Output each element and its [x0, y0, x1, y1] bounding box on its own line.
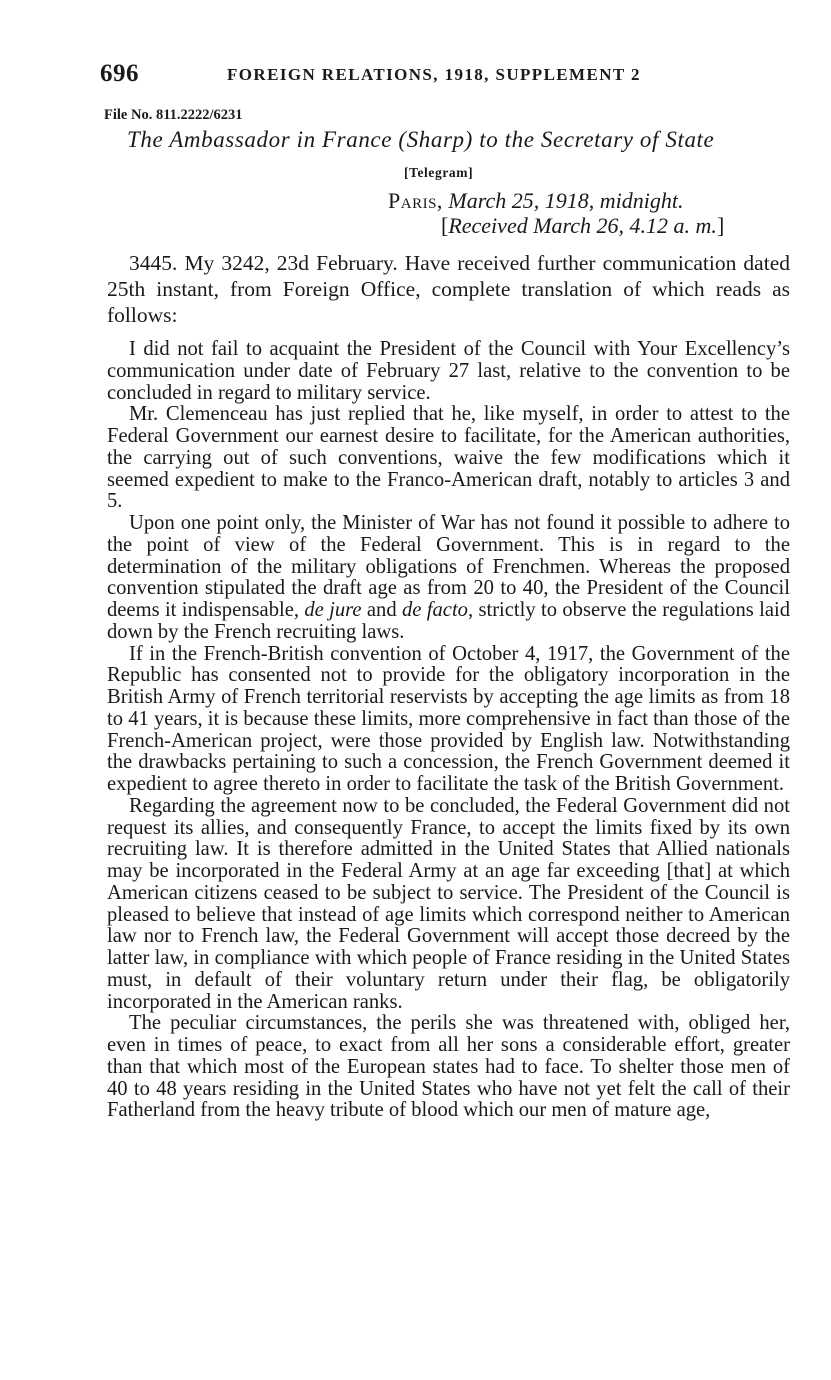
telegram-intro: [107, 250, 790, 329]
document-title: The Ambassador in France (Sharp) to the Secretary of State: [127, 127, 715, 152]
de-jure-phrase: de jure: [304, 599, 362, 621]
quote-paragraph-4: If in the French-British convention of October 4, 1917, the Government of the Republic has consented not to provide for the obligatory incorporation in the British Army of French territorial reservists by accepting the age limits as from 18 to 41 years, it is because these limits, more comprehensive in fact than those of the French-American project, were those provided by English law. Notwithstanding the drawbacks pertaining to such a concession, the French Government deemed it expedient to agree thereto in order to facilitate the task of the British Government.: [107, 642, 790, 795]
quoted-communication: [107, 339, 790, 1122]
quote-paragraph-1: I did not fail to acquaint the President of the Council with Your Excellency’s communication under date of February 27 last, relative to the convention to be concluded in regard to military service.: [107, 338, 790, 404]
received-bracket-close: ]: [716, 213, 725, 238]
quote-paragraph-3-and: and: [361, 599, 402, 621]
page-number: 696: [100, 60, 139, 87]
running-head: [100, 60, 790, 92]
file-number: File No. 811.2222/6231: [104, 107, 243, 123]
quote-paragraph-3-text-b: , strictly to observe the regulations laid down by the French recruiting laws.: [107, 599, 791, 643]
dateline: [388, 188, 683, 214]
quote-paragraph-3: [107, 513, 790, 644]
dateline-date: March 25, 1918, midnight.: [442, 188, 684, 213]
document-type: [Telegram]: [404, 165, 474, 180]
quote-paragraph-5: Regarding the agreement now to be concluded, the Federal Government did not request its allies, and consequently France, to accept the limits fixed by its own recruiting law. It is therefore admitted in the United States that Allied nationals may be incorporated in the Federal Army at an age far exceeding [that] at which American citizens ceased to be subject to service. The President of the Council is pleased to believe that instead of age limits which correspond neither to American law nor to French law, the Federal Government will accept those decreed by the latter law, in compliance with which people of France residing in the United States must, in default of their voluntary return under their flag, be obligatorily incorporated in the American ranks.: [107, 794, 790, 1013]
intro-paragraph: 3445. My 3242, 23d February. Have received further communication dated 25th instant, from Foreign Office, complete translation of which reads as follows:: [107, 251, 790, 328]
received-bracket-open: [: [441, 213, 449, 238]
received-note: [441, 213, 724, 239]
received-text: Received March 26, 4.12 a. m.: [448, 213, 717, 238]
de-facto-phrase: de facto: [402, 599, 468, 621]
quote-paragraph-2: Mr. Clemenceau has just replied that he, like myself, in order to attest to the Federal Government our earnest desire to facilitate, for the American authorities, the carrying out of such conventions, waive the few modifications which it seemed expedient to make to the Franco-American draft, notably to articles 3 and 5.: [107, 403, 790, 513]
quote-paragraph-3-text-a: Upon one point only, the Minister of War has not found it possible to adhere to the point of view of the Federal Government. This is in regard to the determination of the military obligations of Frenchmen. Whereas the proposed convention stipulated the draft age as from 20 to 40, the President of the Council deems it indispensable,: [107, 512, 790, 621]
dateline-place: Paris,: [388, 188, 443, 213]
quote-paragraph-6: The peculiar circumstances, the perils she was threatened with, obliged her, even in times of peace, to exact from all her sons a considerable effort, greater than that which most of the European states had to face. To shelter those men of 40 to 48 years residing in the United States who have not yet felt the call of their Fatherland from the heavy tribute of blood which our men of mature age,: [107, 1012, 790, 1122]
running-title: FOREIGN RELATIONS, 1918, SUPPLEMENT 2: [227, 65, 641, 84]
